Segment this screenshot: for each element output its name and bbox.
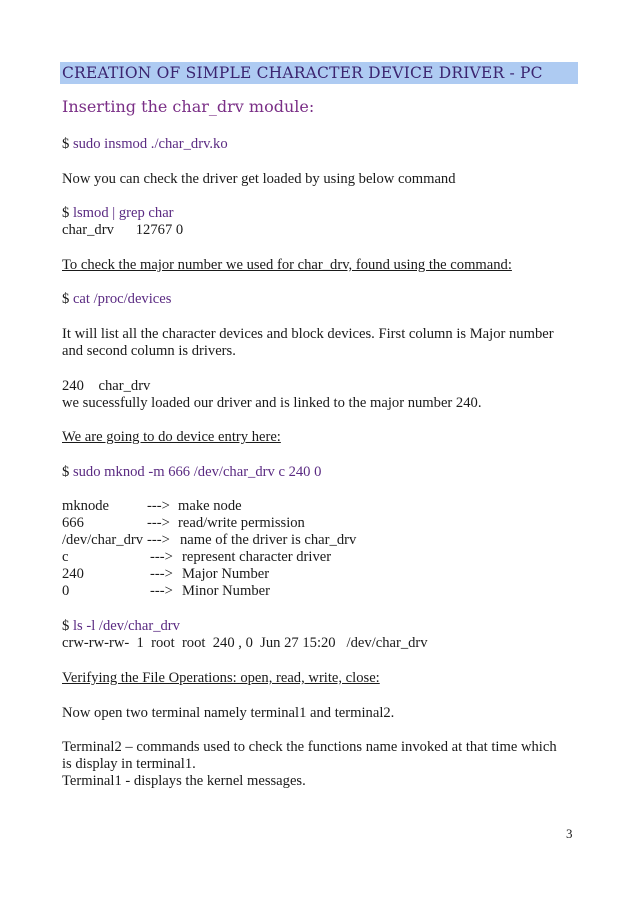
explain-desc: represent character driver [182, 549, 332, 565]
page-number: 3 [566, 826, 573, 841]
explain-arrow: ---> [150, 583, 173, 599]
page-title: CREATION OF SIMPLE CHARACTER DEVICE DRIVER - PC [60, 62, 578, 84]
success-text: we sucessfully loaded our driver and is linked to the major number 240. [62, 395, 482, 411]
prompt-symbol: $ [62, 291, 70, 307]
explain-desc: make node [178, 498, 242, 514]
mknod-command-line [62, 464, 321, 481]
list-devices-text-2: and second column is drivers. [62, 343, 236, 359]
terminal2-text-2: is display in terminal1. [62, 756, 196, 772]
devices-output: 240 char_drv [62, 378, 151, 394]
major-number-heading: To check the major number we used for char_drv, found using the command: [62, 257, 512, 273]
ls-command-line [62, 618, 180, 635]
cat-command-line [62, 291, 171, 308]
prompt-symbol: $ [62, 618, 70, 634]
explain-term: 240 [62, 566, 84, 582]
explain-arrow: ---> [150, 549, 173, 565]
explain-desc: read/write permission [178, 515, 305, 531]
explain-term: mknode [62, 498, 110, 514]
explain-desc: Minor Number [182, 583, 270, 599]
lsmod-command: lsmod | grep char [72, 205, 174, 221]
open-terminals-text: Now open two terminal namely terminal1 and terminal2. [62, 705, 395, 721]
explain-term: 666 [62, 515, 84, 531]
explain-term: c [62, 549, 69, 565]
ls-output: crw-rw-rw- 1 root root 240 , 0 Jun 27 15:20 /dev/char_drv [62, 635, 428, 651]
prompt-symbol: $ [62, 136, 70, 152]
explain-arrow: ---> [147, 515, 170, 531]
prompt-symbol: $ [62, 205, 70, 221]
explain-arrow: ---> [147, 532, 170, 548]
prompt-symbol: $ [62, 464, 70, 480]
terminal2-text-1: Terminal2 – commands used to check the functions name invoked at that time which [62, 739, 557, 755]
section-subtitle: Inserting the char_drv module: [62, 97, 315, 116]
cat-command: cat /proc/devices [72, 291, 172, 307]
check-loaded-text: Now you can check the driver get loaded by using below command [62, 171, 456, 187]
explain-arrow: ---> [150, 566, 173, 582]
explain-arrow: ---> [147, 498, 170, 514]
explain-term: /dev/char_drv [62, 532, 144, 548]
lsmod-output: char_drv 12767 0 [62, 222, 184, 238]
explain-term: 0 [62, 583, 70, 599]
explain-desc: Major Number [182, 566, 270, 582]
device-entry-heading: We are going to do device entry here: [62, 429, 281, 445]
insmod-command-line [62, 136, 228, 153]
terminal1-text: Terminal1 - displays the kernel messages. [62, 773, 306, 789]
mknod-command: sudo mknod -m 666 /dev/char_drv c 240 0 [72, 464, 322, 480]
ls-command: ls -l /dev/char_drv [72, 618, 180, 634]
lsmod-command-line [62, 205, 174, 222]
list-devices-text-1: It will list all the character devices and block devices. First column is Major number [62, 326, 554, 342]
explain-desc: name of the driver is char_drv [180, 532, 357, 548]
insmod-command: sudo insmod ./char_drv.ko [72, 136, 228, 152]
verify-file-ops-heading: Verifying the File Operations: open, read, write, close: [62, 670, 380, 686]
